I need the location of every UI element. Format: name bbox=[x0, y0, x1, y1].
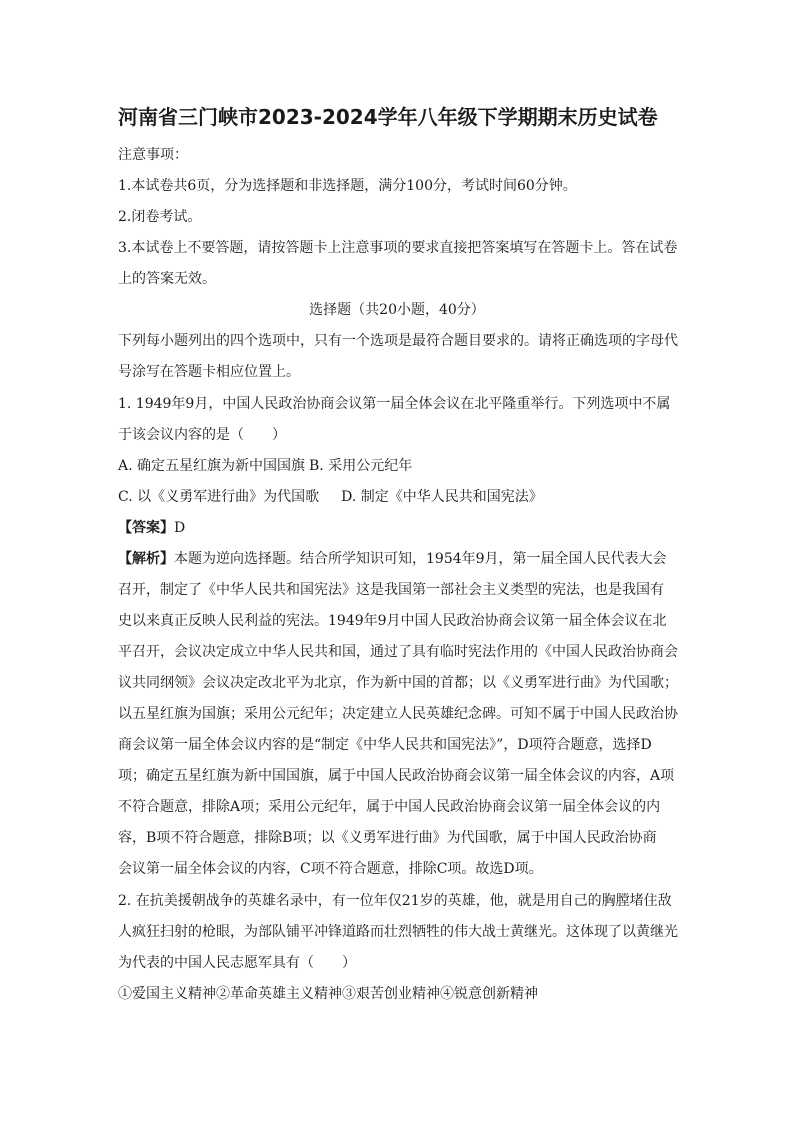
notice-heading: 注意事项： bbox=[118, 147, 188, 163]
question-1-analysis-line-5: 议共同纲领》会议决定改北平为北京，作为新中国的首都；以《义勇军进行曲》为代国歌； bbox=[118, 675, 678, 691]
question-1-analysis-line-6: 以五星红旗为国旗；采用公元纪年；决定建立人民英雄纪念碑。可知不属于中国人民政治协 bbox=[118, 706, 678, 722]
question-1-analysis-line-8: 项；确定五星红旗为新中国国旗，属于中国人民政治协商会议第一届全体会议的内容，A项 bbox=[118, 768, 675, 784]
section-heading: 选择题（共20小题，40分） bbox=[309, 302, 485, 318]
question-2-stem-line-1: 2. 在抗美援朝战争的英雄名录中，有一位年仅21岁的英雄，他，就是用自己的胸膛堵住敌 bbox=[118, 893, 672, 909]
question-1-analysis-line-2: 召开，制定了《中华人民共和国宪法》这是我国第一部社会主义类型的宪法，也是我国有 bbox=[118, 582, 664, 598]
question-1-analysis-line-3: 史以来真正反映人民利益的宪法。1949年9月中国人民政治协商会议第一届全体会议在北 bbox=[118, 613, 667, 629]
question-2-choices: ①爱国主义精神②革命英雄主义精神③艰苦创业精神④锐意创新精神 bbox=[118, 986, 538, 1002]
analysis-text: 本题为逆向选择题。结合所学知识可知，1954年9月，第一届全国人民代表大会 bbox=[174, 551, 667, 567]
question-1-stem-line-1: 1. 1949年9月，中国人民政治协商会议第一届全体会议在北平隆重举行。下列选项中不属 bbox=[118, 396, 671, 412]
question-1-options-row-2 bbox=[118, 487, 543, 507]
notice-item-3-line-2: 上的答案无效。 bbox=[118, 271, 216, 287]
question-1-analysis-line-7: 商会议第一届全体会议内容的是“制定《中华人民共和国宪法》”，D项符合题意，选择D bbox=[118, 737, 652, 753]
question-1-option-d: D. 制定《中华人民共和国宪法》 bbox=[341, 489, 543, 505]
question-2-stem-line-3: 为代表的中国人民志愿军具有（ ） bbox=[118, 955, 356, 971]
question-1-analysis-line-10: 容，B项不符合题意，排除B项；以《义勇军进行曲》为代国歌，属于中国人民政治协商 bbox=[118, 830, 657, 846]
question-1-analysis-line-1 bbox=[118, 549, 667, 569]
question-1-stem-line-2: 于该会议内容的是（ ） bbox=[118, 427, 286, 443]
answer-value: D bbox=[174, 520, 186, 536]
question-1-answer bbox=[118, 518, 185, 538]
notice-item-3-line-1: 3.本试卷上不要答题，请按答题卡上注意事项的要求直接把答案填写在答题卡上。答在试卷 bbox=[118, 240, 678, 256]
question-1-option-c: C. 以《义勇军进行曲》为代国歌 bbox=[118, 489, 320, 505]
analysis-label: 【解析】 bbox=[118, 551, 174, 567]
question-1-analysis-line-9: 不符合题意，排除A项；采用公元纪年，属于中国人民政治协商会议第一届全体会议的内 bbox=[118, 799, 661, 815]
notice-item-1: 1.本试卷共6页，分为选择题和非选择题，满分100分，考试时间60分钟。 bbox=[118, 178, 577, 194]
question-2-stem-line-2: 人疯狂扫射的枪眼，为部队铺平冲锋道路而壮烈牺牲的伟大战士黄继光。这体现了以黄继光 bbox=[118, 924, 678, 940]
question-1-option-a: A. 确定五星红旗为新中国国旗 bbox=[118, 458, 306, 474]
question-1-analysis-line-4: 平召开，会议决定成立中华人民共和国，通过了具有临时宪法作用的《中国人民政治协商会 bbox=[118, 644, 678, 660]
section-intro-line-2: 号涂写在答题卡相应位置上。 bbox=[118, 364, 300, 380]
section-intro-line-1: 下列每小题列出的四个选项中，只有一个选项是最符合题目要求的。请将正确选项的字母代 bbox=[118, 333, 678, 349]
notice-item-2: 2.闭卷考试。 bbox=[118, 209, 202, 225]
page-title: 河南省三门峡市2023-2024学年八年级下学期期末历史试卷 bbox=[118, 105, 658, 129]
question-1-option-b: B. 采用公元纪年 bbox=[309, 458, 413, 474]
question-1-options-row-1 bbox=[118, 456, 412, 476]
question-1-analysis-line-11: 会议第一届全体会议的内容，C项不符合题意，排除C项。故选D项。 bbox=[118, 861, 543, 877]
answer-label: 【答案】 bbox=[118, 520, 174, 536]
